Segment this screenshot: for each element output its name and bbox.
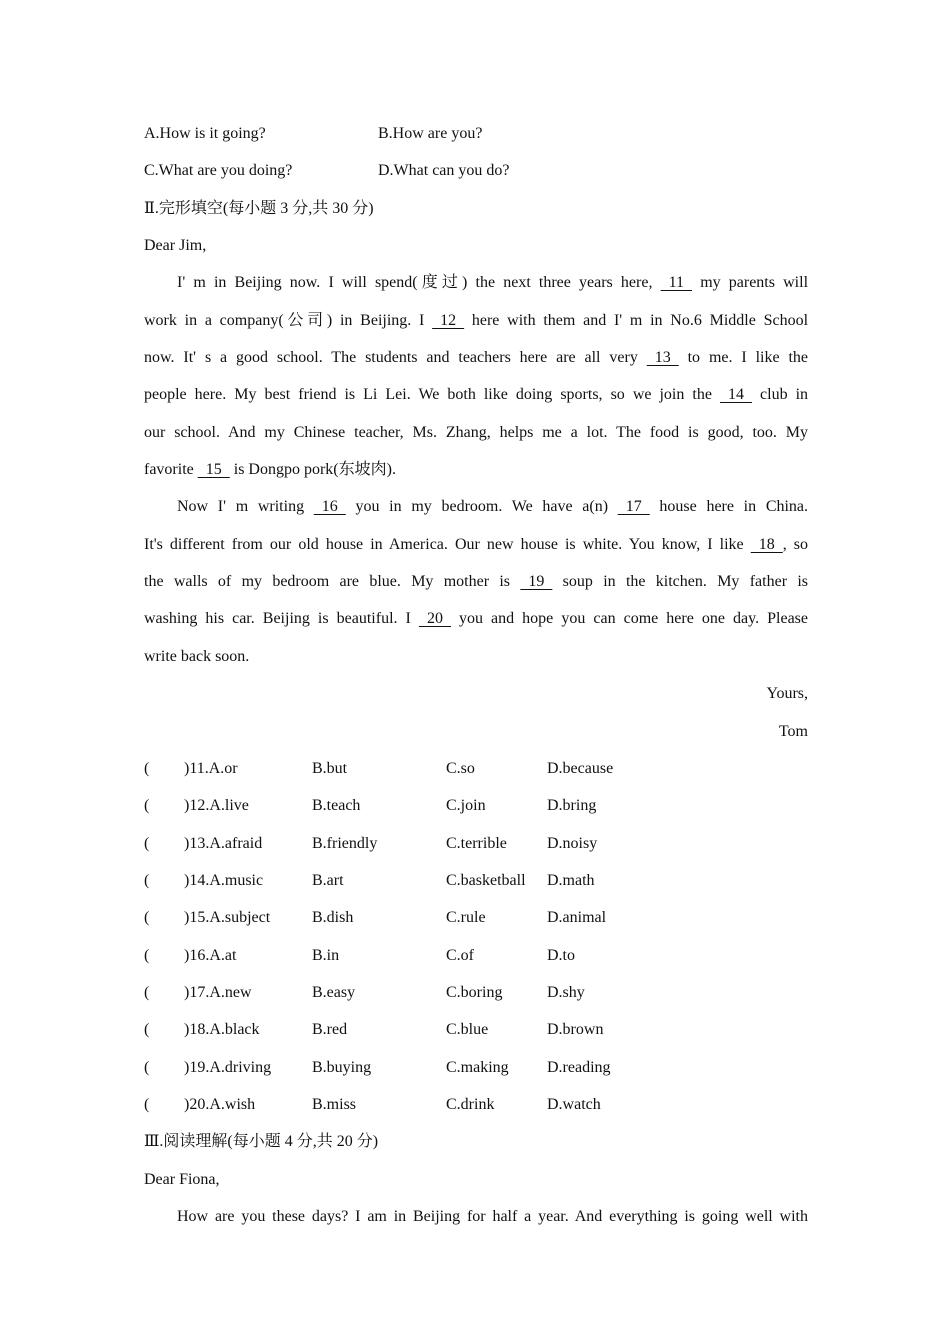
option-a: )11.A.or — [184, 759, 238, 777]
option-d: D.math — [547, 871, 595, 889]
option-b: B.teach — [312, 797, 361, 815]
option-c: C.join — [446, 797, 486, 815]
paragraph-line: favorite 15 is Dongpo pork(东坡肉). — [144, 451, 808, 488]
option-b: B.but — [312, 759, 348, 777]
answer-paren[interactable]: ( — [144, 1058, 150, 1076]
option-b: B.friendly — [312, 834, 378, 852]
paragraph-line: write back soon. — [144, 647, 250, 665]
answer-paren[interactable]: ( — [144, 871, 150, 889]
question-row — [144, 825, 808, 862]
option-c: C.basketball — [446, 871, 526, 889]
option-row — [144, 115, 808, 152]
paragraph-line: It's different from our old house in America. Our new house is white. You know, I like 18 , so — [144, 526, 808, 563]
letter-closing: Yours, — [766, 685, 808, 703]
paragraph-line: people here. My best friend is Li Lei. We both like doing sports, so we join the 14 club in — [144, 376, 808, 413]
letter-greeting: Dear Jim, — [144, 237, 207, 255]
blank-15[interactable]: 15 — [197, 461, 230, 479]
paragraph-line: our school. And my Chinese teacher, Ms. Zhang, helps me a lot. The food is good, too. My — [144, 423, 808, 441]
question-row — [144, 1049, 808, 1086]
paragraph-line: How are you these days? I am in Beijing for half a year. And everything is going well with — [177, 1207, 808, 1225]
option-row — [144, 152, 808, 189]
question-row — [144, 787, 808, 824]
answer-paren[interactable]: ( — [144, 834, 150, 852]
answer-paren[interactable]: ( — [144, 983, 150, 1001]
option-a: )15.A.subject — [184, 909, 271, 927]
answer-paren[interactable]: ( — [144, 946, 150, 964]
blank-19[interactable]: 19 — [520, 573, 553, 591]
blank-20[interactable]: 20 — [418, 610, 451, 628]
option-a: )20.A.wish — [184, 1095, 256, 1113]
paragraph-line: work in a company(公司) in Beijing. I 12 here with them and I' m in No.6 Middle School — [144, 302, 808, 339]
paragraph-line: the walls of my bedroom are blue. My mother is 19 soup in the kitchen. My father is — [144, 563, 808, 600]
blank-13[interactable]: 13 — [646, 349, 679, 367]
blank-14[interactable]: 14 — [719, 386, 752, 404]
blank-12[interactable]: 12 — [432, 311, 465, 329]
option-d: D.because — [547, 759, 614, 777]
option-c: C.What are you doing? — [144, 162, 293, 180]
option-c: C.terrible — [446, 834, 507, 852]
option-b: B.dish — [312, 909, 354, 927]
paragraph-line: Now I' m writing 16 you in my bedroom. We have a(n) 17 house here in China. — [144, 488, 808, 525]
option-a: )19.A.driving — [184, 1058, 272, 1076]
question-row — [144, 974, 808, 1011]
answer-paren[interactable]: ( — [144, 759, 150, 777]
option-a: )13.A.afraid — [184, 834, 263, 852]
question-row — [144, 1011, 808, 1048]
section-title: Ⅱ.完形填空(每小题 3 分,共 30 分) — [144, 199, 374, 217]
option-d: D.noisy — [547, 834, 598, 852]
question-row — [144, 862, 808, 899]
option-d: D.to — [547, 946, 575, 964]
option-b: B.miss — [312, 1095, 357, 1113]
option-b: B.art — [312, 871, 344, 889]
document-page — [144, 115, 808, 1235]
option-a: )16.A.at — [184, 946, 237, 964]
option-b: B.red — [312, 1021, 348, 1039]
blank-18[interactable]: 18 — [750, 535, 783, 553]
option-b: B.How are you? — [378, 125, 483, 142]
question-list — [144, 750, 808, 1123]
paragraph-line: washing his car. Beijing is beautiful. I 20 you and hope you can come here one day. Please — [144, 600, 808, 637]
option-c: C.making — [446, 1058, 509, 1076]
option-c: C.of — [446, 946, 474, 964]
question-row — [144, 899, 808, 936]
option-d: D.What can you do? — [378, 162, 510, 180]
question-row — [144, 937, 808, 974]
blank-17[interactable]: 17 — [617, 498, 650, 516]
paragraph-line: now. It' s a good school. The students and teachers here are all very 13 to me. I like the — [144, 339, 808, 376]
option-a: )17.A.new — [184, 983, 252, 1001]
answer-paren[interactable]: ( — [144, 1095, 150, 1113]
option-b: B.in — [312, 946, 340, 964]
letter-signature: Tom — [778, 722, 808, 740]
option-a: )12.A.live — [184, 797, 249, 815]
question-row — [144, 1086, 808, 1123]
option-d: D.animal — [547, 909, 607, 927]
answer-paren[interactable]: ( — [144, 797, 150, 815]
letter-greeting: Dear Fiona, — [144, 1170, 220, 1188]
section-title: Ⅲ.阅读理解(每小题 4 分,共 20 分) — [144, 1133, 379, 1151]
answer-paren[interactable]: ( — [144, 1021, 150, 1039]
question-row — [144, 750, 808, 787]
option-c: C.boring — [446, 983, 503, 1001]
option-d: D.reading — [547, 1058, 611, 1076]
blank-11[interactable]: 11 — [660, 274, 693, 292]
option-c: C.so — [446, 759, 475, 777]
answer-paren[interactable]: ( — [144, 909, 150, 927]
paragraph-line: I' m in Beijing now. I will spend(度过) the next three years here, 11 my parents will — [144, 264, 808, 301]
option-d: D.shy — [547, 983, 585, 1001]
option-d: D.brown — [547, 1021, 604, 1039]
option-b: B.buying — [312, 1058, 372, 1076]
option-a: A.How is it going? — [144, 125, 266, 142]
option-c: C.blue — [446, 1021, 489, 1039]
option-d: D.watch — [547, 1095, 601, 1113]
option-c: C.rule — [446, 909, 486, 927]
option-a: )14.A.music — [184, 871, 264, 889]
option-b: B.easy — [312, 983, 356, 1001]
blank-16[interactable]: 16 — [313, 498, 346, 516]
option-d: D.bring — [547, 797, 597, 815]
option-c: C.drink — [446, 1095, 495, 1113]
option-a: )18.A.black — [184, 1021, 260, 1039]
